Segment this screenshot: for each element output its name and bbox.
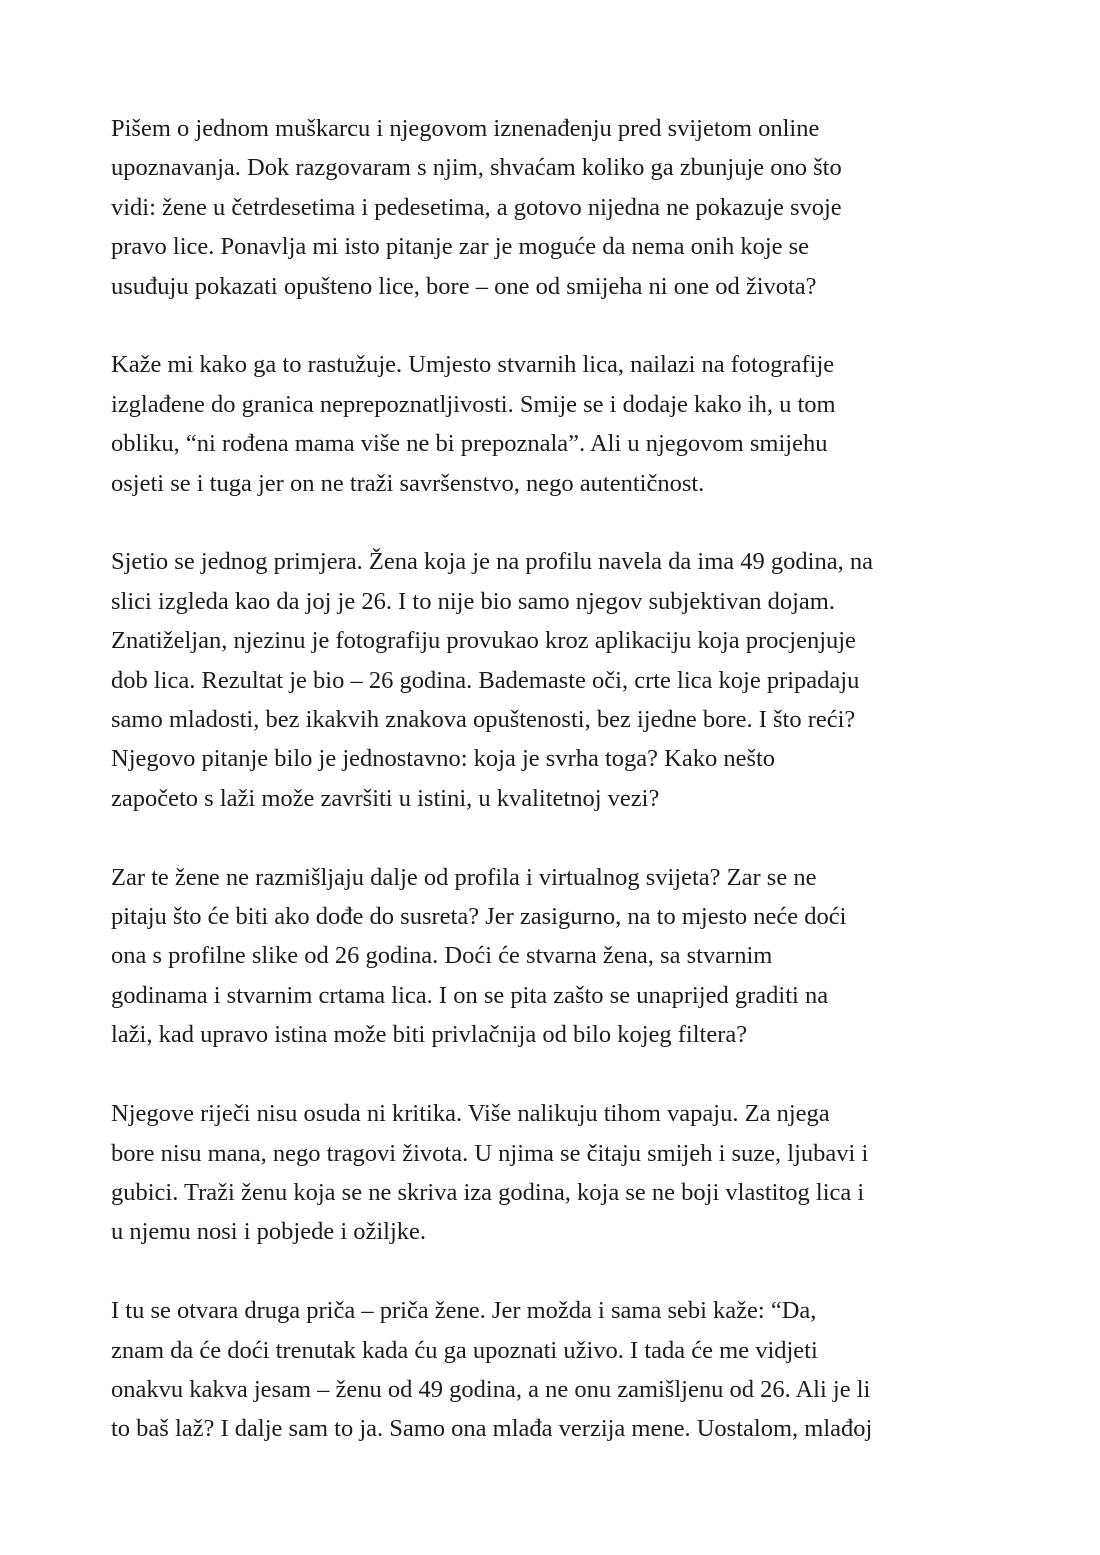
text-line: osjeti se i tuga jer on ne traži savršenstvo, nego autentičnost.	[111, 469, 705, 497]
text-line: vidi: žene u četrdesetima i pedesetima, a gotovo nijedna ne pokazuje svoje	[111, 193, 842, 221]
paragraph-6	[111, 1291, 1011, 1449]
text-line: godinama i stvarnim crtama lica. I on se pita zašto se unaprijed graditi na	[111, 981, 829, 1009]
text-line: onakvu kakva jesam – ženu od 49 godina, a ne onu zamišljenu od 26. Ali je li	[111, 1375, 871, 1403]
paragraph-5	[111, 1094, 1011, 1252]
text-line: Njegovo pitanje bilo je jednostavno: koja je svrha toga? Kako nešto	[111, 745, 776, 773]
text-line: pitaju što će biti ako dođe do susreta? Jer zasigurno, na to mjesto neće doći	[111, 903, 847, 931]
text-line: započeto s laži može završiti u istini, u kvalitetnoj vezi?	[111, 784, 660, 812]
text-line: slici izgleda kao da joj je 26. I to nije bio samo njegov subjektivan dojam.	[111, 587, 835, 615]
text-line: Sjetio se jednog primjera. Žena koja je na profilu navela da ima 49 godina, na	[111, 548, 873, 576]
text-line: to baš laž? I dalje sam to ja. Samo ona mlađa verzija mene. Uostalom, mlađoj	[111, 1415, 873, 1443]
text-line: gubici. Traži ženu koja se ne skriva iza godina, koja se ne boji vlastitog lica i	[111, 1178, 865, 1206]
text-line: Kaže mi kako ga to rastužuje. Umjesto stvarnih lica, nailazi na fotografije	[111, 351, 835, 379]
paragraph-4	[111, 858, 1011, 1055]
text-line: znam da će doći trenutak kada ću ga upoznati uživo. I tada će me vidjeti	[111, 1336, 818, 1364]
paragraph-2	[111, 345, 1011, 503]
text-line: upoznavanja. Dok razgovaram s njim, shvaćam koliko ga zbunjuje ono što	[111, 154, 842, 182]
text-line: I tu se otvara druga priča – priča žene. Jer možda i sama sebi kaže: “Da,	[111, 1297, 817, 1325]
text-line: bore nisu mana, nego tragovi života. U njima se čitaju smijeh i suze, ljubavi i	[111, 1139, 869, 1167]
text-line: u njemu nosi i pobjede i ožiljke.	[111, 1218, 427, 1246]
text-line: izglađene do granica neprepoznatljivosti. Smije se i dodaje kako ih, u tom	[111, 390, 836, 418]
text-line: pravo lice. Ponavlja mi isto pitanje zar je moguće da nema onih koje se	[111, 233, 810, 261]
text-line: obliku, “ni rođena mama više ne bi prepoznala”. Ali u njegovom smijehu	[111, 430, 828, 458]
text-line: Pišem o jednom muškarcu i njegovom iznenađenju pred svijetom online	[111, 115, 820, 142]
text-line: Znatiželjan, njezinu je fotografiju provukao kroz aplikaciju koja procjenjuje	[111, 627, 856, 655]
text-line: ona s profilne slike od 26 godina. Doći će stvarna žena, sa stvarnim	[111, 942, 773, 970]
paragraph-3	[111, 542, 1011, 818]
text-line: laži, kad upravo istina može biti privlačnija od bilo kojeg filtera?	[111, 1021, 748, 1049]
document-page	[111, 109, 1011, 1488]
text-line: Zar te žene ne razmišljaju dalje od profila i virtualnog svijeta? Zar se ne	[111, 863, 817, 891]
text-line: Njegove riječi nisu osuda ni kritika. Više nalikuju tihom vapaju. Za njega	[111, 1100, 830, 1128]
text-line: dob lica. Rezultat je bio – 26 godina. Bademaste oči, crte lica koje pripadaju	[111, 666, 860, 694]
text-line: samo mladosti, bez ikakvih znakova opuštenosti, bez ijedne bore. I što reći?	[111, 706, 856, 734]
paragraph-1	[111, 109, 1011, 306]
text-line: usuđuju pokazati opušteno lice, bore – one od smijeha ni one od života?	[111, 272, 817, 300]
